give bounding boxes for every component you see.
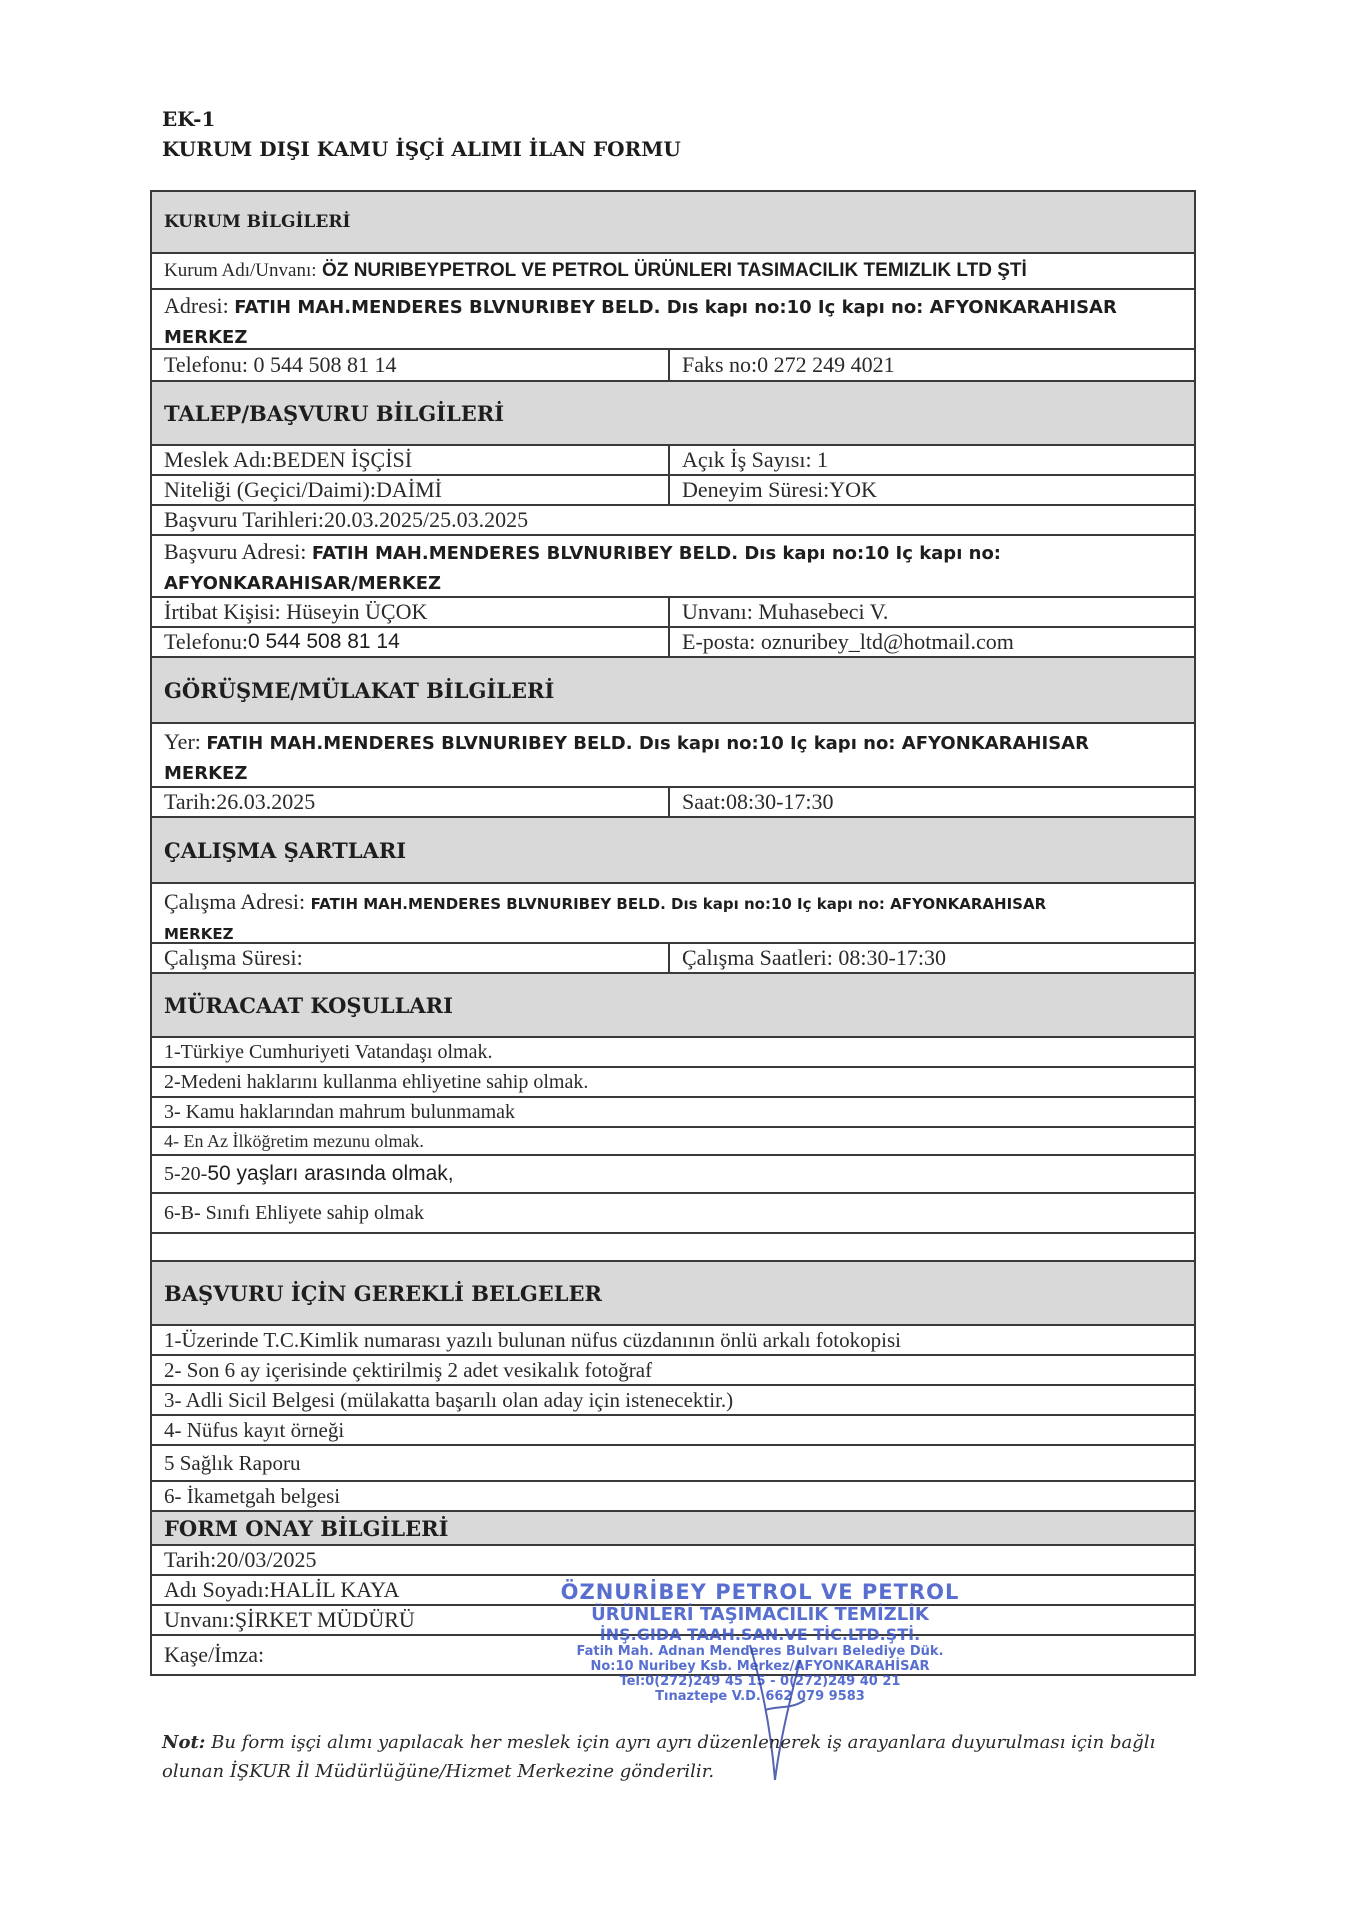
row-basvuru-tarihleri <box>152 506 1194 536</box>
section-title: KURUM BİLGİLERİ <box>164 212 351 232</box>
section-title: MÜRACAAT KOŞULLARI <box>164 992 453 1018</box>
section-kurum <box>152 192 1194 254</box>
muracaat-item5-prefix: 5-20- <box>164 1162 208 1185</box>
gorusme-tarih: Tarih:26.03.2025 <box>152 788 670 816</box>
kurum-faks: Faks no:0 272 249 4021 <box>682 352 895 377</box>
form-code: EK-1 <box>162 107 216 131</box>
deneyim-suresi: Deneyim Süresi:YOK <box>682 477 877 502</box>
row-onay-tarih <box>152 1546 1194 1576</box>
list-item: 3- Kamu haklarından mahrum bulunmamak <box>152 1098 1194 1128</box>
list-item: 5 Sağlık Raporu <box>152 1446 1194 1482</box>
calisma-saatleri: Çalışma Saatleri: 08:30-17:30 <box>682 945 946 970</box>
gorusme-saat: Saat:08:30-17:30 <box>682 789 834 814</box>
note-text: Bu form işçi alımı yapılacak her meslek için ayrı ayrı düzenlenerek iş arayanlara duyurulması için bağlı olunan İŞKUR İl Müdürlüğüne/Hizmet Merkezine gönderilir. <box>162 1732 1156 1782</box>
telefon-value: 0 544 508 81 14 <box>247 630 400 653</box>
irtibat-kisisi: İrtibat Kişisi: Hüseyin ÜÇOK <box>152 598 670 626</box>
section-gorusme <box>152 658 1194 724</box>
list-item: 4- En Az İlköğretim mezunu olmak. <box>152 1128 1194 1156</box>
section-title: GÖRÜŞME/MÜLAKAT BİLGİLERİ <box>164 677 555 703</box>
onay-tarih: Tarih:20/03/2025 <box>164 1547 317 1572</box>
section-talep <box>152 382 1194 446</box>
kase-imza: Kaşe/İmza: <box>164 1642 265 1667</box>
section-title: TALEP/BAŞVURU BİLGİLERİ <box>164 400 505 426</box>
list-item: 3- Adli Sicil Belgesi (mülakatta başarılı olan aday için istenecektir.) <box>152 1386 1194 1416</box>
row-irtibat-telefon <box>152 628 1194 658</box>
empty-row <box>152 1234 1194 1262</box>
note-label: Not: <box>162 1732 206 1753</box>
list-item: 1-Üzerinde T.C.Kimlik numarası yazılı bulunan nüfus cüzdanının önlü arkalı fotokopisi <box>152 1326 1194 1356</box>
section-onay <box>152 1512 1194 1546</box>
form-title: KURUM DIŞI KAMU İŞÇİ ALIMI İLAN FORMU <box>162 137 681 161</box>
meslek-adi: Meslek Adı:BEDEN İŞÇİSİ <box>152 446 670 474</box>
row-gorusme-yer <box>152 724 1194 788</box>
row-meslek <box>152 446 1194 476</box>
calisma-adres-value: FATIH MAH.MENDERES BLVNURIBEY BELD. Dıs kapı no:10 Iç kapı no: AFYONKARAHISAR <box>310 895 1047 913</box>
list-item: 1-Türkiye Cumhuriyeti Vatandaşı olmak. <box>152 1038 1194 1068</box>
yer-value: FATIH MAH.MENDERES BLVNURIBEY BELD. Dıs kapı no:10 Iç kapı no: AFYONKARAHISAR <box>206 733 1089 754</box>
kurum-adi-label: Kurum Adı/Unvanı: <box>164 260 317 281</box>
onay-ad-soyad: Adı Soyadı:HALİL KAYA <box>164 1577 400 1602</box>
calisma-suresi: Çalışma Süresi: <box>152 944 670 972</box>
kurum-adi-value: ÖZ NURIBEYPETROL VE PETROL ÜRÜNLERI TASIMACILIK TEMIZLIK LTD ŞTİ <box>322 260 1027 281</box>
kurum-adres-label: Adresi: <box>164 293 229 318</box>
announcement-form <box>150 190 1196 1676</box>
row-irtibat <box>152 598 1194 628</box>
onay-unvan: Unvanı:ŞİRKET MÜDÜRÜ <box>164 1607 415 1632</box>
kurum-telefon: Telefonu: 0 544 508 81 14 <box>152 350 670 380</box>
row-niteligi <box>152 476 1194 506</box>
list-item: 2- Son 6 ay içerisinde çektirilmiş 2 adet vesikalık fotoğraf <box>152 1356 1194 1386</box>
list-item: 4- Nüfus kayıt örneği <box>152 1416 1194 1446</box>
section-title: FORM ONAY BİLGİLERİ <box>164 1515 449 1541</box>
section-title: ÇALIŞMA ŞARTLARI <box>164 837 407 863</box>
row-kurum-telefon <box>152 350 1194 382</box>
yer-value2: MERKEZ <box>164 763 248 784</box>
muracaat-item5-rest: 50 yaşları arasında olmak, <box>207 1162 454 1185</box>
irtibat-unvan: Unvanı: Muhasebeci V. <box>682 599 889 624</box>
section-belgeler <box>152 1262 1194 1326</box>
list-item: 6- İkametgah belgesi <box>152 1482 1194 1512</box>
section-muracaat <box>152 974 1194 1038</box>
list-item: 6-B- Sınıfı Ehliyete sahip olmak <box>152 1194 1194 1234</box>
calisma-adres-value2: MERKEZ <box>164 925 234 942</box>
calisma-adres-label: Çalışma Adresi: <box>164 889 306 914</box>
telefon-label: Telefonu: <box>164 629 248 654</box>
row-calisma-suresi <box>152 944 1194 974</box>
kurum-adres-value: FATIH MAH.MENDERES BLVNURIBEY BELD. Dıs kapı no:10 Iç kapı no: AFYONKARAHISAR <box>234 297 1117 318</box>
basvuru-tarihleri: Başvuru Tarihleri:20.03.2025/25.03.2025 <box>164 507 529 532</box>
basvuru-adres-value: FATIH MAH.MENDERES BLVNURIBEY BELD. Dıs kapı no:10 Iç kapı no: <box>311 543 1002 564</box>
row-calisma-adresi <box>152 884 1194 944</box>
company-stamp: ÖZNURİBEY PETROL VE PETROL ÜRÜNLERİ TAŞIMACILIK TEMİZLİK İNŞ.GIDA TAAH.SAN.VE TİC.LTD.ŞTİ. Fatih Mah. Adnan Menderes Bulvarı Belediye Dük. No:10 Nuribey Ksb. Merkez/AFYONKARAHİSAR Tel:0(272)249 45 15 - 0(272)249 40 21 Tınaztepe V.D. 662 079 9583 <box>560 1580 960 1704</box>
section-title: BAŞVURU İÇİN GEREKLİ BELGELER <box>164 1280 602 1306</box>
acik-is-sayisi: Açık İş Sayısı: 1 <box>682 447 829 472</box>
row-gorusme-tarih <box>152 788 1194 818</box>
document-header <box>162 104 681 164</box>
list-item: 2-Medeni haklarını kullanma ehliyetine sahip olmak. <box>152 1068 1194 1098</box>
yer-label: Yer: <box>164 729 201 754</box>
basvuru-adres-label: Başvuru Adresi: <box>164 539 307 564</box>
kurum-adres-value2: MERKEZ <box>164 327 248 348</box>
e-posta: E-posta: oznuribey_ltd@hotmail.com <box>682 629 1014 654</box>
basvuru-adres-value2: AFYONKARAHISAR/MERKEZ <box>164 573 442 594</box>
row-kurum-adres <box>152 290 1194 350</box>
row-basvuru-adresi <box>152 536 1194 598</box>
row-kurum-adi <box>152 254 1194 290</box>
footnote <box>162 1728 1212 1786</box>
niteligi: Niteliği (Geçici/Daimi):DAİMİ <box>152 476 670 504</box>
list-item <box>152 1156 1194 1194</box>
section-calisma <box>152 818 1194 884</box>
